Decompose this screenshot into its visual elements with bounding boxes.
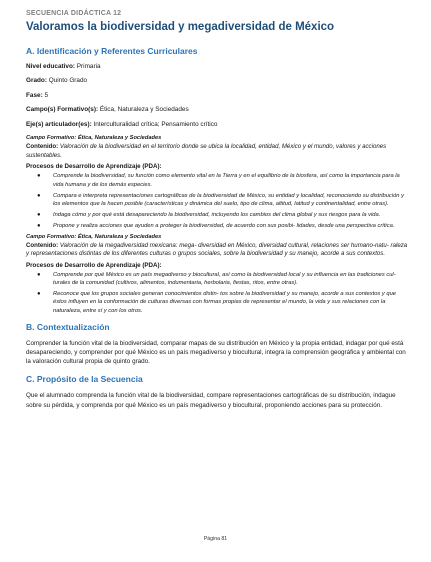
- field-ejes: Eje(s) articulador(es): Interculturalidad crítica; Pensamiento crítico: [26, 120, 218, 128]
- list-item: ● Reconoce que los grupos sociales generan conocimientos distin- tos sobre la biodiversidad y su manejo, acorde a sus contextos y que éstos influyen en la conformación de culturas diversas con formas propias de representar el mundo, la vida y sus relaciones con la naturaleza, entre sí y con los otros.: [37, 291, 396, 314]
- campo-formativo-2: Campo Formativo: Ética, Naturaleza y Sociedades: [26, 233, 162, 240]
- pda-heading-2: Procesos de Desarrollo de Aprendizaje (PDA):: [26, 261, 162, 269]
- bullet-icon: ●: [37, 173, 41, 180]
- document-page: [26, 10, 408, 418]
- page-number: Página 81: [203, 536, 228, 542]
- section-b-heading: B. Contextualización: [26, 322, 110, 333]
- field-campos: Campo(s) Formativo(s): Ética, Naturaleza y Sociedades: [26, 106, 189, 114]
- section-a-heading: A. Identificación y Referentes Curriculares: [26, 45, 198, 56]
- list-item: ● Compara e interpreta representaciones cartográficas de la biodiversidad de México, su entidad y localidad, reconociendo su distribución y los elementos que la hacen posible (características y dinámica del suelo, tipo de clima, altitud, latitud y continentalidad, entre otras).: [37, 192, 404, 207]
- list-item: ● Comprende la biodiversidad, su función como elemento vital en la Tierra y en el equilibrio de la biosfera, así como la importancia para la vida humana y de los demás especies.: [37, 173, 400, 188]
- bullet-icon: ●: [37, 211, 41, 218]
- page-title: Valoramos la biodiversidad y megadiversidad de México: [26, 21, 335, 33]
- section-b-text: Comprender la función vital de la biodiversidad, comparar mapas de su distribución en México y la propia entidad, indagar por qué está desapareciendo, y comprender por qué México es un país megadiverso y biocultural, integra la comprensión geográfica y ambiental con la valoración cultural propia de quinto grado.: [26, 340, 406, 366]
- pda-heading-1: Procesos de Desarrollo de Aprendizaje (PDA):: [26, 163, 162, 171]
- contenido-1: Contenido: Valoración de la biodiversidad en el territorio donde se ubica la localidad, entidad, México y el mundo, valores y acciones sustentables.: [26, 143, 387, 159]
- bullet-icon: ●: [37, 222, 41, 229]
- field-grado: Grado: Quinto Grado: [26, 77, 88, 85]
- pda-list-2: [26, 271, 408, 315]
- bullet-icon: ●: [37, 192, 41, 199]
- contenido-2: Contenido: Valoración de la megadiversidad mexicana: mega- diversidad en México, diversidad cultural, relaciones ser humano-natu- raleza y representaciones distintas de los diferentes culturas o grupos sociales, sobre la biodiversidad y su manejo, acorde a sus contextos.: [26, 241, 408, 258]
- bullet-icon: ●: [37, 271, 41, 278]
- section-c-text: Que el alumnado comprenda la función vital de la biodiversidad, compare representaciones cartográficas de su distribución, indague sobre su pérdida, y comprenda por qué México es un país megadiverso y biocultural, proponiendo acciones para su protección.: [26, 392, 396, 409]
- field-fase: Fase: 5: [26, 91, 49, 99]
- field-nivel: Nivel educativo: Primaria: [26, 62, 101, 70]
- bullet-icon: ●: [37, 291, 41, 298]
- list-item: ● Indaga cómo y por qué está desapareciendo la biodiversidad, incluyendo los cambios del clima global y sus riesgos para la vida.: [37, 211, 381, 218]
- pda-list-1: [26, 172, 408, 229]
- sequence-kicker: SECUENCIA DIDÁCTICA 12: [26, 10, 122, 17]
- campo-formativo-1: Campo Formativo: Ética, Naturaleza y Sociedades: [26, 135, 162, 142]
- list-item: ● Propone y realiza acciones que ayuden a proteger la biodiversidad, de acuerdo con sus posibi- lidades, desde una perspectiva crítica.: [37, 222, 395, 229]
- list-item: ● Comprende por qué México es un país megadiverso y biocultural, así como la biodiversidad local y su influencia en las tradiciones cul- turales de la comunidad (cultivos, alimentos, indumentaria, herbolaria, fiestas, ritos, entre otras).: [37, 271, 396, 287]
- section-c-heading: C. Propósito de la Secuencia: [26, 374, 143, 385]
